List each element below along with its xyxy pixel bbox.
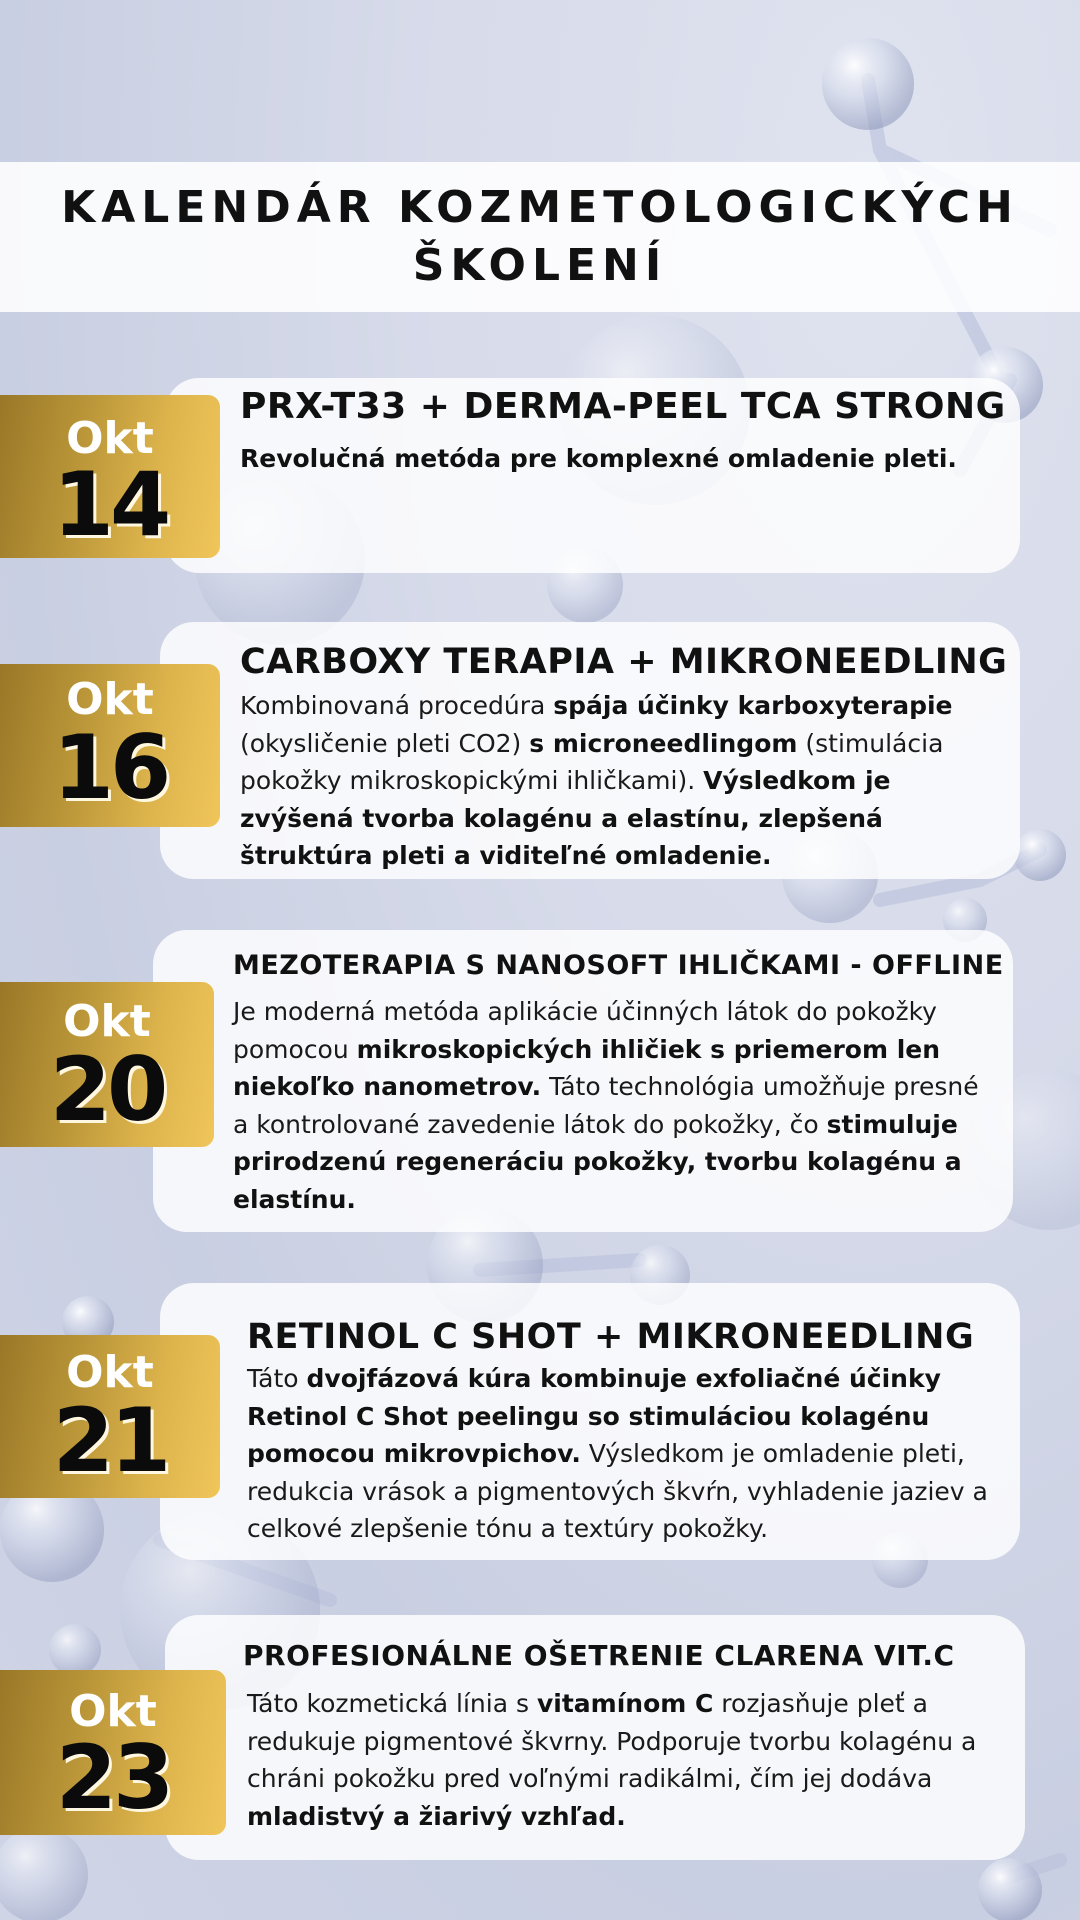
event-card-3 (153, 930, 1013, 1232)
date-day: 20 (49, 1038, 165, 1141)
event-card-4 (160, 1283, 1020, 1560)
description-segment: mladistvý a žiarivý vzhľad. (247, 1801, 626, 1831)
event-card-5 (165, 1615, 1025, 1860)
description-segment: (stimulácia pokožky mikroskopickými ihličkami). (240, 728, 944, 795)
description-segment: Výsledkom je omladenie pleti, redukcia vrások a pigmentových škvŕn, vyhladenie jaziev a celkové zlepšenie tónu a textúry pokožky. (247, 1439, 988, 1543)
bubble (822, 38, 914, 130)
description-segment: spája účinky karboxyterapie (553, 691, 953, 720)
description-segment: (okysličenie pleti CO2) (240, 728, 530, 758)
date-month: Okt (63, 996, 151, 1047)
title-banner (0, 162, 1080, 312)
event-description (247, 1685, 1007, 1835)
description-segment: Je moderná metóda aplikácie účinných látok do pokožky pomocou (233, 997, 937, 1064)
date-day: 16 (52, 716, 168, 819)
date-month: Okt (66, 413, 154, 464)
date-month: Okt (69, 1686, 157, 1737)
page-title-line-2: ŠKOLENÍ (412, 240, 668, 291)
description-segment: Výsledkom je zvýšená tvorba kolagénu a elastínu, zlepšená štruktúra pleti a viditeľné omladenie. (240, 766, 891, 870)
event-title: RETINOL C SHOT + MIKRONEEDLING (247, 1317, 975, 1357)
date-month: Okt (66, 1347, 154, 1398)
event-card-1 (165, 378, 1020, 573)
event-description (240, 687, 980, 875)
event-title: PROFESIONÁLNE OŠETRENIE CLARENA VIT.C (243, 1639, 955, 1672)
description-segment: Revolučná metóda pre komplexné omladenie pleti. (240, 444, 957, 473)
description-segment: Táto (247, 1364, 307, 1393)
event-description (247, 1360, 1002, 1548)
description-segment: mikroskopických ihličiek s priemerom len niekoľko nanometrov. (233, 1034, 941, 1101)
description-segment: vitamínom C (536, 1689, 714, 1718)
event-card-2 (160, 622, 1020, 879)
date-badge-1 (0, 395, 220, 558)
date-day: 21 (52, 1389, 168, 1492)
description-segment: Táto technológia umožňuje presné a kontrolované zavedenie látok do pokožky, čo (233, 1072, 979, 1139)
description-segment: Kombinovaná procedúra (240, 691, 554, 720)
event-description (240, 440, 1000, 478)
event-title: MEZOTERAPIA S NANOSOFT IHLIČKAMI - OFFLINE (233, 950, 1004, 981)
event-title: PRX-T33 + DERMA-PEEL TCA STRONG (240, 386, 1006, 427)
description-segment: stimuluje prirodzenú regeneráciu pokožky, tvorbu kolagénu a elastínu. (233, 1109, 962, 1214)
page-title-line-1: KALENDÁR KOZMETOLOGICKÝCH (61, 182, 1019, 233)
event-title: CARBOXY TERAPIA + MIKRONEEDLING (240, 642, 1008, 682)
date-day: 23 (55, 1726, 171, 1829)
event-description (233, 993, 993, 1218)
date-badge-3 (0, 982, 214, 1147)
date-month: Okt (66, 674, 154, 725)
date-badge-2 (0, 664, 220, 827)
description-segment: Táto kozmetická línia s (247, 1689, 537, 1718)
date-day: 14 (52, 453, 168, 556)
description-segment: rozjasňuje pleť a redukuje pigmentové škvrny. Podporuje tvorbu kolagénu a chráni pokožku pred voľnými radikálmi, čím jej dodáva (247, 1689, 977, 1793)
description-segment: s microneedlingom (529, 728, 798, 758)
description-segment: dvojfázová kúra kombinuje exfoliačné účinky Retinol C Shot peelingu so stimuláciou kolagénu pomocou mikrovpichov. (247, 1364, 941, 1468)
date-badge-4 (0, 1335, 220, 1498)
date-badge-5 (0, 1670, 226, 1835)
